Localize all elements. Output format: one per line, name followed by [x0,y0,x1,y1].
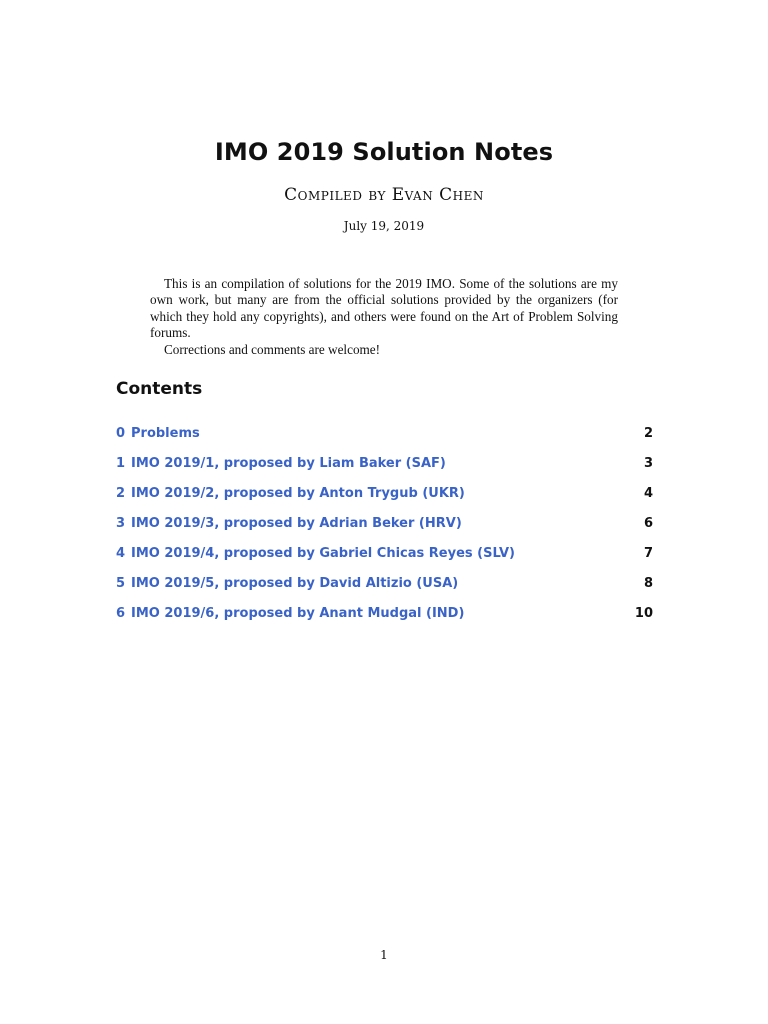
toc-entry-problem-6[interactable] [116,605,653,635]
toc-entry-title[interactable]: IMO 2019/1, proposed by Liam Baker (SAF) [131,456,446,471]
toc-entry-number: 6 [116,606,126,621]
abstract-paragraph: This is an compilation of solutions for the 2019 IMO. Some of the solutions are my own work, but many are from the official solutions provided by the organizers (for which they hold any copyrights), and others were found on the Art of Problem Solving forums. [150,276,618,341]
toc-entry-page: 10 [634,606,653,621]
toc-entry-title[interactable]: IMO 2019/5, proposed by David Altizio (USA) [131,576,459,591]
toc-entry-page: 8 [643,576,653,591]
toc-entry-page: 4 [643,486,653,501]
toc-entry-title[interactable]: IMO 2019/6, proposed by Anant Mudgal (IND) [131,606,465,621]
abstract-paragraph: Corrections and comments are welcome! [164,341,381,357]
toc-entry-problem-3[interactable] [116,515,653,545]
toc-entry-problem-2[interactable] [116,485,653,515]
abstract [150,276,618,358]
toc-entry-page: 3 [643,456,653,471]
toc-entry-problems[interactable] [116,425,653,455]
toc-entry-page: 6 [643,516,653,531]
toc-entry-problem-1[interactable] [116,455,653,485]
toc-entry-number: 2 [116,486,126,501]
toc-entry-title[interactable]: Problems [131,426,200,441]
toc-entry-number: 1 [116,456,126,471]
page-number: 1 [380,948,388,962]
toc-entry-title[interactable]: IMO 2019/4, proposed by Gabriel Chicas Reyes (SLV) [131,546,515,561]
toc-entry-number: 5 [116,576,126,591]
toc-entry-number: 3 [116,516,126,531]
contents-heading: Contents [116,379,203,399]
toc-entry-number: 4 [116,546,126,561]
toc-entry-problem-4[interactable] [116,545,653,575]
table-of-contents [116,425,653,635]
toc-entry-problem-5[interactable] [116,575,653,605]
toc-entry-title[interactable]: IMO 2019/3, proposed by Adrian Beker (HRV) [131,516,462,531]
toc-entry-page: 7 [643,546,653,561]
document-title: IMO 2019 Solution Notes [214,138,554,166]
document-author: Compiled by Evan Chen [284,185,484,205]
toc-entry-number: 0 [116,426,126,441]
document-date: July 19, 2019 [343,219,425,233]
toc-entry-title[interactable]: IMO 2019/2, proposed by Anton Trygub (UKR) [131,486,465,501]
toc-entry-page: 2 [643,426,653,441]
